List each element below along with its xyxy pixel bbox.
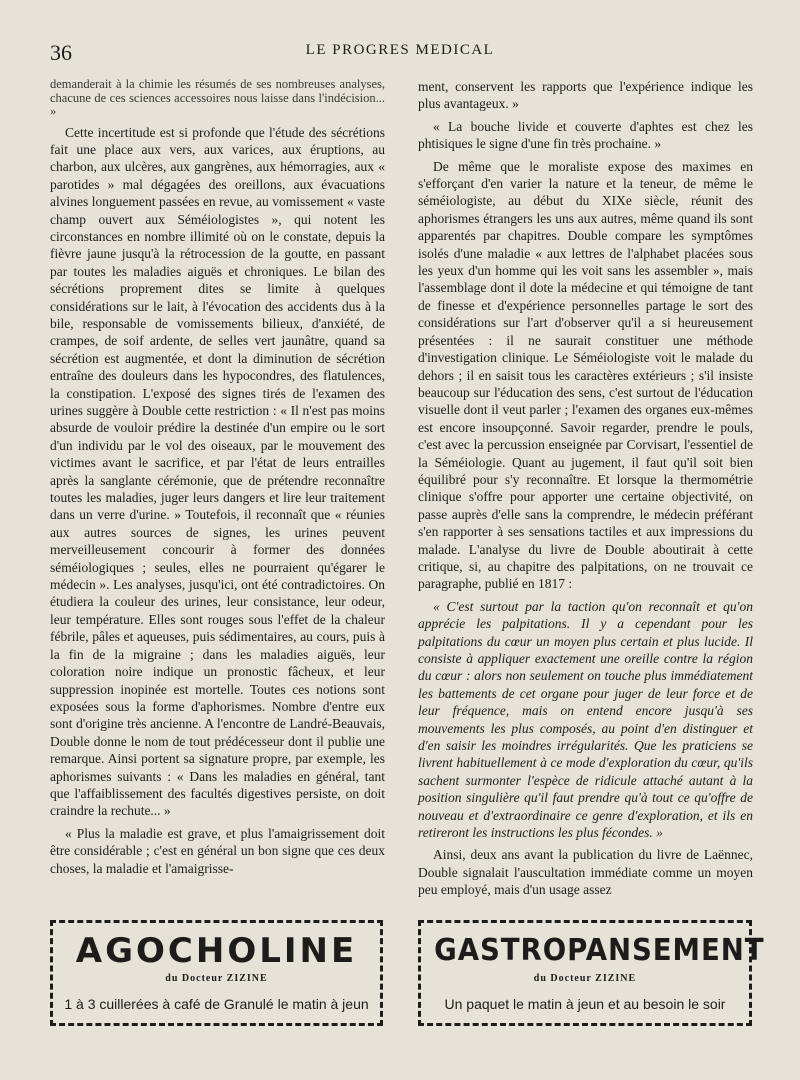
paragraph: Ainsi, deux ans avant la publication du livre de Laënnec, Double signalait l'auscultation immédiate comme un moyen peu employé, mais d'un usage assez: [418, 847, 753, 898]
right-column: [418, 78, 753, 899]
paragraph: « La bouche livide et couverte d'aphtes est chez les phtisiques le signe d'une fin très prochaine. »: [418, 118, 753, 152]
left-column: [50, 78, 385, 877]
ad-brand: AGOCHOLINE: [75, 931, 358, 971]
ad-subtitle: du Docteur ZIZINE: [165, 973, 268, 984]
paragraph: ment, conservent les rapports que l'expérience indique les plus avantageux. »: [418, 79, 753, 112]
ad-subtitle: du Docteur ZIZINE: [533, 973, 637, 984]
ad-dosage: Un paquet le matin à jeun et au besoin le soir: [444, 996, 726, 1012]
paragraph: De même que le moraliste expose des maximes en s'efforçant d'en varier la nature et la teneur, de même le séméiologiste, au début du XIXe siècle, réunit des aphorismes étrangers les uns aux autres, même quand ils sont apparentés par chapitres. Double compare les symptômes isolés d'une maladie « aux lettres de l'alphabet placées sous les yeux d'un homme qui les voit sans les assembler », mais l'assemblage dont il dote la médecine et qui témoigne de tant de finesse et d'expérience personnelles partage le sort des considérations sur l'art d'observer qu'il a si heureusement présentées : il ne saurait constituer une méthode d'investigation clinique. Le Séméiologiste voit le malade du dehors ; il en saisit tous les caractères extérieurs ; s'il insiste beaucoup sur l'éducation des sens, c'est surtout de l'éducation visuelle dont il veut parler ; l'examen des organes eux-mêmes est encore insoupçonné. Savoir regarder, prendre le pouls, c'est avec la percussion enseignée par Corvisart, l'essentiel de la Séméiologie. Quant au jugement, il faut qu'il soit bien équilibré pour s'y reconnaître. Et lorsque la thermométrie clinique s'offre pour apporter une certaine objectivité, on passe auprès d'elle sans la comprendre, le médecin préférant s'en rapporter à ses sensations tactiles et aux impressions du malade. L'analyse du livre de Double aboutirait à cette critique, si, au chapitre des palpitations, on ne trouvait ce paragraphe, publié en 1817 :: [418, 158, 753, 592]
ad-brand: GASTROPANSEMENT: [434, 933, 765, 968]
page-number: 36: [50, 40, 72, 65]
advertisement-agocholine: [50, 920, 383, 1026]
advertisement-gastropansement: [418, 920, 765, 1026]
quotation: « C'est surtout par la taction qu'on reconnaît et qu'on apprécie les palpitations. Il y a cependant pour les palpitations du cœur un moyen plus certain et plus lucide. Il consiste à appliquer exactement une oreille contre la région du cœur : alors non seulement on touche plus immédiatement les battements de cet organe pour juger de leur force et de leur fréquence, mais on entend encore jusqu'à ses mouvements les plus composés, au point d'en distinguer et d'en saisir les moindres irrégularités. Que les praticiens se livrent habituellement à ce mode d'exploration du cœur, qu'ils sachent surmonter l'espèce de ridicule attaché autant à la position singulière qu'il faut prendre qu'à tout ce qu'offre de nouveau et d'extraordinaire ce genre d'exploration, et ils en retireront les instructions les plus fécondes. »: [418, 598, 753, 841]
running-head: LE PROGRES MEDICAL: [305, 42, 495, 58]
ad-dosage: 1 à 3 cuillerées à café de Granulé le matin à jeun: [64, 996, 369, 1012]
paragraph: Cette incertitude est si profonde que l'étude des sécrétions fait une place aux vers, aux varices, aux éruptions, au charbon, aux ulcères, aux gangrènes, aux hémorragies, aux « parotides » mal dégagées des oreillons, aux évacuations alvines longuement passées en revue, au vomissement « vaste champ ouvert aux Séméiologistes », qui notent les circonstances en nombre illimité où on le constate, depuis la fièvre jaune jusqu'à la rétrocession de la goutte, en passant par toutes les maladies aiguës et chroniques. Le bilan des sécrétions proprement dites se limite à quelques considérations sur le lait, à l'évocation des accidents dus à la bile, responsable de vomissements bilieux, d'anxiété, de crampes, de soif ardente, de selles vert jaunâtre, quand sa sécrétion est augmentée, et dont la diminution de sécrétion entraîne des douleurs dans les hypocondres, des flatulences, la constipation. L'exposé des signes tirés de l'examen des urines suggère à Double cette restriction : « Il n'est pas moins absurde de vouloir prédire la destinée d'un empire ou le sort d'un individu par le vol des oiseaux, par le mouvement des victimes avant le sacrifice, et par l'état de leurs entrailles après la sanglante cérémonie, que de prétendre reconnaître toutes les maladies, juger leurs dangers et lire leur traitement dans un verre d'urine. » Toutefois, il reconnaît que « réunies aux autres sources de signes, les urines peuvent merveilleusement concourir à former des données séméiologiques ; seules, elles ne pourraient qu'égarer le médecin ». Les analyses, jusqu'ici, ont été contradictoires. On étudiera la couleur des urines, leur consistance, leur odeur, leur température. Elles sont rouges sous l'effet de la chaleur fébrile, pâles et aqueuses, puis sédimentaires, au cours, puis à la fin de la migraine ; dans les maladies aiguës, leur coloration noire indique un pronostic fâcheux, et leur suppression inopinée est mortelle. Toutes ces notions sont exposées sous la forme d'aphorismes. Nombre d'entre eux sont d'origine très ancienne. A l'encontre de Landré-Beauvais, Double donne le nom de tout prédécesseur dont il publie une remarque. Ainsi portent sa signature propre, par exemple, les aphorismes suivants : « Dans les maladies en général, tant que l'affaiblissement des facultés digestives persiste, on doit craindre la rechute... »: [50, 124, 385, 819]
paragraph: « Plus la maladie est grave, et plus l'amaigrissement doit être considérable ; c'est en général un bon signe que ces deux choses, la maladie et l'amaigrisse-: [50, 825, 385, 876]
paragraph: demanderait à la chimie les résumés de ses nombreuses analyses, chacune de ces sciences accessoires nous laisse dans l'indécision... »: [50, 77, 385, 118]
